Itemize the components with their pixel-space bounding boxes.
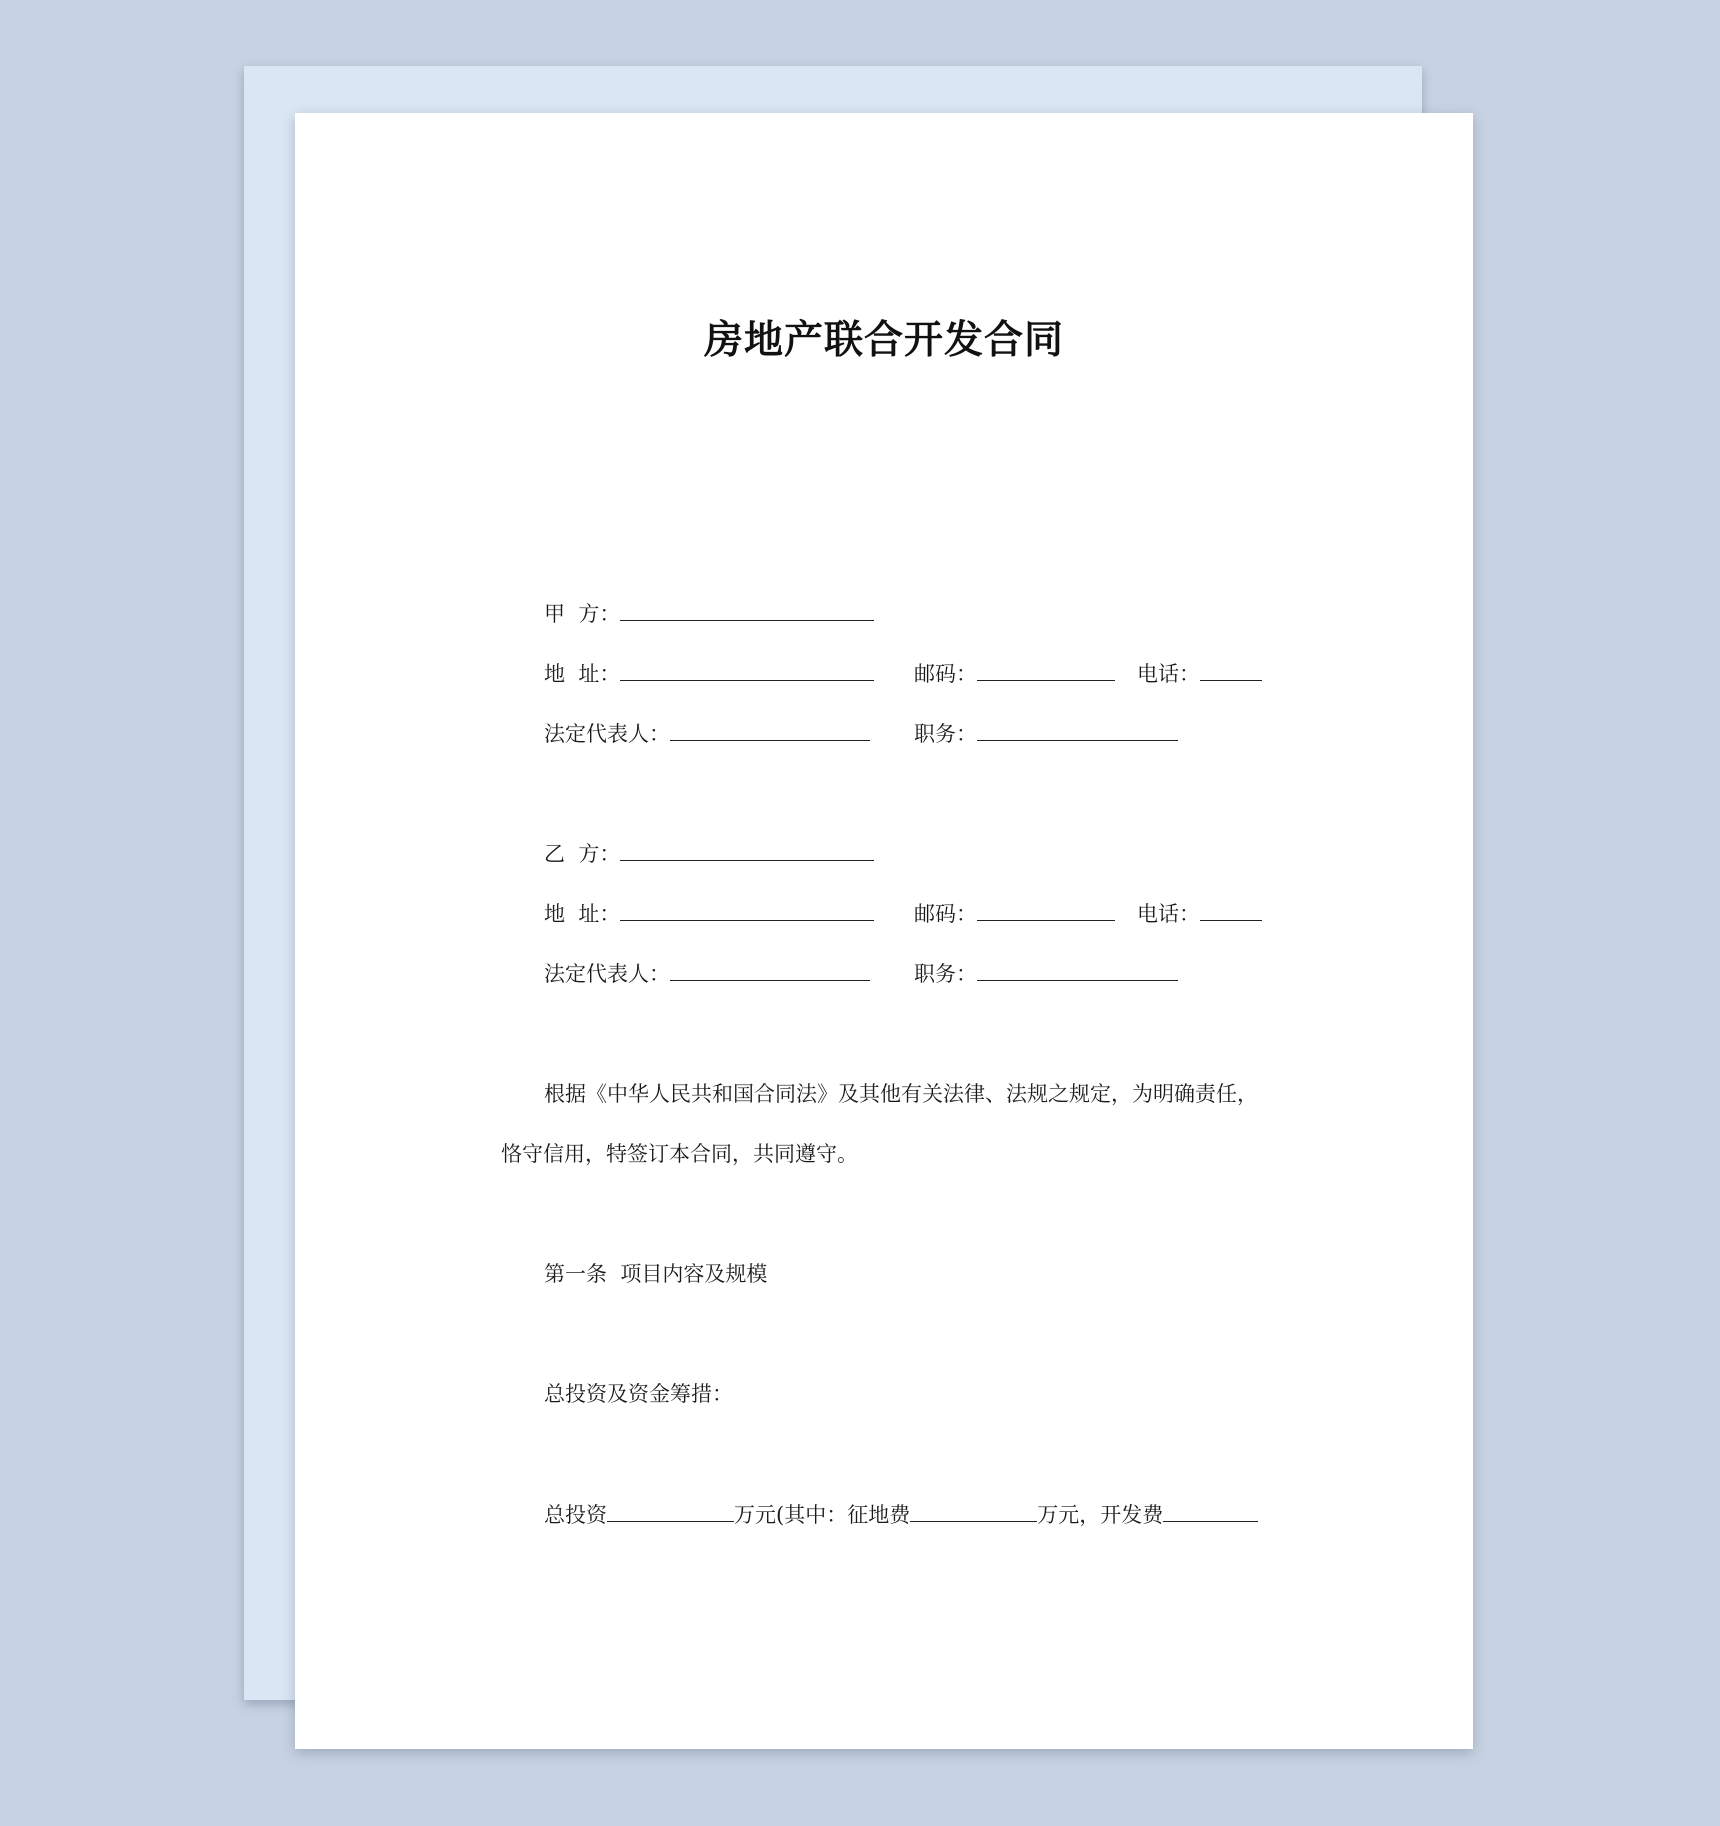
phone-blank xyxy=(1200,900,1262,921)
party-a-position-row xyxy=(914,720,1178,747)
party-b-phone-row xyxy=(1137,900,1262,927)
total-investment-blank xyxy=(607,1501,734,1522)
preamble-line-1: 根据《中华人民共和国合同法》及其他有关法律、法规之规定，为明确责任， xyxy=(544,1082,1258,1106)
party-a-label: 甲 方： xyxy=(544,602,621,626)
legal-rep-blank xyxy=(670,960,870,981)
party-a-address-row xyxy=(544,660,874,687)
legal-rep-blank xyxy=(670,720,870,741)
position-blank xyxy=(977,720,1178,741)
party-b-address-row xyxy=(544,900,874,927)
article-1-heading: 第一条 项目内容及规模 xyxy=(544,1262,768,1286)
party-a-postcode-row xyxy=(914,660,1115,687)
party-a-legal-rep-row xyxy=(544,720,870,747)
position-label: 职务： xyxy=(914,962,977,986)
document-page xyxy=(295,113,1473,1749)
party-b-label: 乙 方： xyxy=(544,842,621,866)
development-fee-blank xyxy=(1163,1501,1258,1522)
party-b-row xyxy=(544,840,874,867)
party-a-phone-row xyxy=(1137,660,1262,687)
postcode-blank xyxy=(977,660,1115,681)
preamble-line-2: 恪守信用，特签订本合同，共同遵守。 xyxy=(501,1142,858,1166)
document-title: 房地产联合开发合同 xyxy=(703,318,1064,363)
party-b-legal-rep-row xyxy=(544,960,870,987)
investment-part-2: 万元(其中：征地费 xyxy=(734,1503,911,1527)
address-label: 地 址： xyxy=(544,902,621,926)
phone-label: 电话： xyxy=(1137,902,1200,926)
address-blank xyxy=(620,660,874,681)
investment-part-1: 总投资 xyxy=(544,1503,607,1527)
postcode-label: 邮码： xyxy=(914,902,977,926)
legal-rep-label: 法定代表人： xyxy=(544,722,670,746)
address-blank xyxy=(620,900,874,921)
postcode-label: 邮码： xyxy=(914,662,977,686)
position-blank xyxy=(977,960,1178,981)
address-label: 地 址： xyxy=(544,662,621,686)
party-b-position-row xyxy=(914,960,1178,987)
party-b-blank xyxy=(620,840,874,861)
position-label: 职务： xyxy=(914,722,977,746)
party-b-postcode-row xyxy=(914,900,1115,927)
legal-rep-label: 法定代表人： xyxy=(544,962,670,986)
postcode-blank xyxy=(977,900,1115,921)
investment-part-3: 万元，开发费 xyxy=(1037,1503,1164,1527)
phone-blank xyxy=(1200,660,1262,681)
phone-label: 电话： xyxy=(1137,662,1200,686)
investment-line xyxy=(544,1501,1258,1528)
party-a-row xyxy=(544,600,874,627)
party-a-blank xyxy=(620,600,874,621)
land-fee-blank xyxy=(910,1501,1037,1522)
investment-heading: 总投资及资金筹措： xyxy=(544,1382,733,1406)
